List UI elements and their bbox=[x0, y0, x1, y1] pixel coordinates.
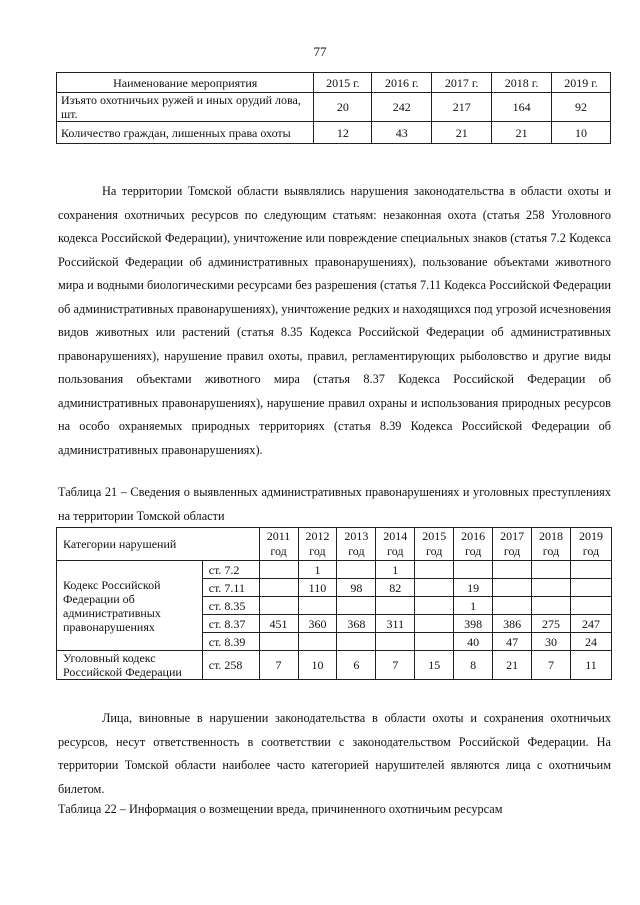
table-cell: 311 bbox=[376, 615, 415, 633]
table-cell: 217 bbox=[432, 93, 492, 122]
table-row bbox=[57, 561, 612, 579]
table-cell bbox=[532, 597, 571, 615]
year-header: 2017 год bbox=[493, 528, 532, 561]
violations-table bbox=[56, 527, 612, 680]
paragraph-violations: На территории Томской области выявлялись нарушения законодательства в области охоты и сохранения охотничьих ресурсов по следующим статьям: незаконная охота (статья 258 Уголовного кодекса Российской Федерации), уничтожение или повреждение специальных знаков (статья 7.2 Кодекса Российской Федерации об административных правонарушениях), пользование объектами животного мира и водными биологическими ресурсами без разрешения (статья 7.11 Кодекса Российской Федерации об административных правонарушениях), уничтожение редких и находящихся под угрозой исчезновения видов животных или растений (статья 8.35 Кодекса Российской Федерации об административных правонарушениях), нарушение правил охоты, правил, регламентирующих рыболовство и другие виды пользования объектами животного мира (статья 8.37 Кодекса Российской Федерации об административных правонарушениях), нарушение правил охраны и использования природных ресурсов на особо охраняемых природных территориях (статья 8.39 Кодекса Российской Федерации об административных правонарушениях). bbox=[58, 184, 611, 457]
table-cell bbox=[493, 597, 532, 615]
table-cell: 1 bbox=[376, 561, 415, 579]
table-cell: 24 bbox=[570, 633, 611, 651]
article-label: ст. 8.35 bbox=[202, 597, 259, 615]
table-cell bbox=[454, 561, 493, 579]
table-cell: 15 bbox=[415, 651, 454, 680]
column-header: 2017 г. bbox=[432, 73, 492, 93]
table-row bbox=[57, 93, 611, 122]
table-cell: 110 bbox=[298, 579, 337, 597]
table-cell: 7 bbox=[259, 651, 298, 680]
table-cell: 82 bbox=[376, 579, 415, 597]
table-cell bbox=[376, 633, 415, 651]
category-header: Категории нарушений bbox=[57, 528, 260, 561]
row-label: Изъято охотничьих ружей и иных орудий лова, шт. bbox=[57, 93, 314, 122]
table-cell: 47 bbox=[493, 633, 532, 651]
article-label: ст. 7.11 bbox=[202, 579, 259, 597]
row-label: Количество граждан, лишенных права охоты bbox=[57, 122, 314, 144]
table-cell bbox=[415, 597, 454, 615]
page-number: 77 bbox=[313, 44, 327, 59]
year-header: 2016 год bbox=[454, 528, 493, 561]
group-label-admin-code: Кодекс Российской Федерации об административных правонарушениях bbox=[57, 561, 203, 651]
table-cell bbox=[493, 561, 532, 579]
column-header: Наименование мероприятия bbox=[57, 73, 314, 93]
table21-caption: Таблица 21 – Сведения о выявленных административных правонарушениях и уголовных преступлениях на территории Томской области bbox=[58, 485, 611, 523]
table-cell bbox=[415, 579, 454, 597]
table-cell bbox=[570, 597, 611, 615]
table-cell: 21 bbox=[432, 122, 492, 144]
table-cell: 12 bbox=[314, 122, 372, 144]
table-cell: 7 bbox=[532, 651, 571, 680]
table-cell bbox=[337, 561, 376, 579]
year-header: 2018 год bbox=[532, 528, 571, 561]
year-header: 2011 год bbox=[259, 528, 298, 561]
table-cell: 275 bbox=[532, 615, 571, 633]
table-cell: 8 bbox=[454, 651, 493, 680]
table-cell bbox=[415, 633, 454, 651]
table-cell: 19 bbox=[454, 579, 493, 597]
table-cell: 30 bbox=[532, 633, 571, 651]
table-cell: 20 bbox=[314, 93, 372, 122]
table-cell: 6 bbox=[337, 651, 376, 680]
article-label: ст. 258 bbox=[202, 651, 259, 680]
table-cell: 1 bbox=[298, 561, 337, 579]
table-cell bbox=[570, 561, 611, 579]
group-label-criminal-code: Уголовный кодекс Российской Федерации bbox=[57, 651, 203, 680]
table-header-row bbox=[57, 73, 611, 93]
table-cell bbox=[259, 579, 298, 597]
table-cell: 21 bbox=[492, 122, 552, 144]
table-cell: 92 bbox=[552, 93, 611, 122]
year-header: 2012 год bbox=[298, 528, 337, 561]
table-cell bbox=[570, 579, 611, 597]
table-cell: 386 bbox=[493, 615, 532, 633]
table-header-row bbox=[57, 528, 612, 561]
table-cell bbox=[415, 561, 454, 579]
year-header: 2019 год bbox=[570, 528, 611, 561]
table-cell: 43 bbox=[372, 122, 432, 144]
table-cell: 40 bbox=[454, 633, 493, 651]
table-cell: 10 bbox=[298, 651, 337, 680]
year-header: 2015 год bbox=[415, 528, 454, 561]
table-cell bbox=[259, 561, 298, 579]
column-header: 2016 г. bbox=[372, 73, 432, 93]
table-cell: 98 bbox=[337, 579, 376, 597]
table-cell: 10 bbox=[552, 122, 611, 144]
column-header: 2018 г. bbox=[492, 73, 552, 93]
column-header: 2015 г. bbox=[314, 73, 372, 93]
column-header: 2019 г. bbox=[552, 73, 611, 93]
table-cell bbox=[532, 561, 571, 579]
table-cell: 1 bbox=[454, 597, 493, 615]
table-cell: 242 bbox=[372, 93, 432, 122]
table-cell bbox=[376, 597, 415, 615]
table-cell: 398 bbox=[454, 615, 493, 633]
article-label: ст. 8.39 bbox=[202, 633, 259, 651]
year-header: 2013 год bbox=[337, 528, 376, 561]
table-cell: 451 bbox=[259, 615, 298, 633]
table-cell: 360 bbox=[298, 615, 337, 633]
table-cell: 11 bbox=[570, 651, 611, 680]
table-cell bbox=[337, 633, 376, 651]
table-cell: 164 bbox=[492, 93, 552, 122]
year-header: 2014 год bbox=[376, 528, 415, 561]
table-cell bbox=[493, 579, 532, 597]
paragraph-responsibility: Лица, виновные в нарушении законодательства в области охоты и сохранения охотничьих ресурсов, несут ответственность в соответствии с законодательством Российской Федерации. На территории Томской области наиболее часто категорией нарушителей являются лица с охотничьим билетом. bbox=[58, 711, 611, 796]
hunting-measures-table bbox=[56, 72, 611, 144]
table22-caption: Таблица 22 – Информация о возмещении вреда, причиненного охотничьим ресурсам bbox=[58, 802, 503, 816]
article-label: ст. 7.2 bbox=[202, 561, 259, 579]
table-cell: 368 bbox=[337, 615, 376, 633]
article-label: ст. 8.37 bbox=[202, 615, 259, 633]
table-cell bbox=[415, 615, 454, 633]
table-cell bbox=[337, 597, 376, 615]
table-cell: 21 bbox=[493, 651, 532, 680]
table-cell bbox=[298, 633, 337, 651]
table-cell bbox=[532, 579, 571, 597]
table-cell bbox=[298, 597, 337, 615]
table-cell bbox=[259, 597, 298, 615]
table-row bbox=[57, 651, 612, 680]
table-cell bbox=[259, 633, 298, 651]
table-cell: 247 bbox=[570, 615, 611, 633]
table-row bbox=[57, 122, 611, 144]
table-cell: 7 bbox=[376, 651, 415, 680]
